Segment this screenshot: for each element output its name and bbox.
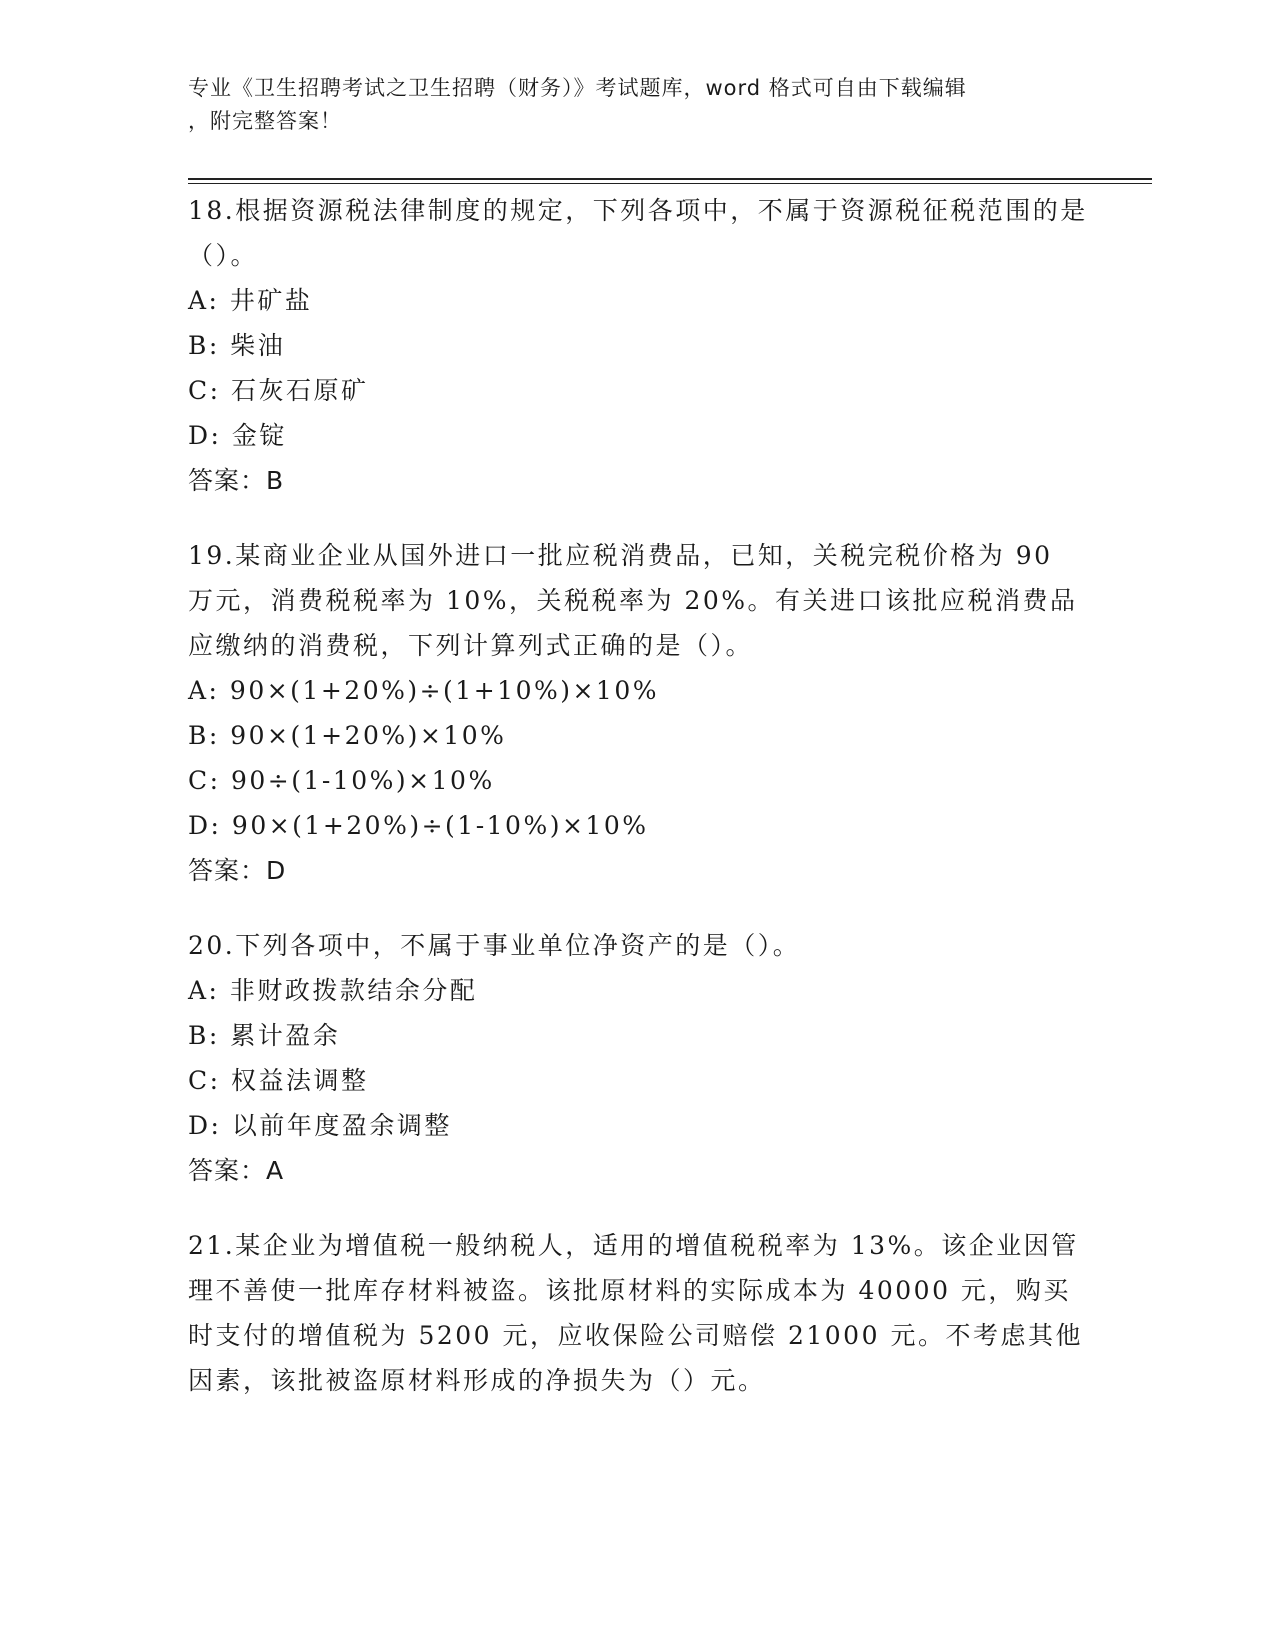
option-a: A: 非财政拨款结余分配 [188,976,478,1005]
option-b: B: 90×(1+20%)×10% [188,721,507,750]
header-line-1: 专业《卫生招聘考试之卫生招聘（财务）》考试题库，word 格式可自由下载编辑 [188,76,967,100]
option-a: A: 井矿盐 [188,286,313,315]
question-19 [188,533,1088,893]
question-20 [188,923,1088,1193]
header-line-2: ，附完整答案！ [188,109,342,133]
option-b: B: 柴油 [188,331,286,360]
option-d: D: 90×(1+20%)÷(1-10%)×10% [188,811,649,840]
answer: 答案：D [188,856,287,885]
option-c: C: 90÷(1-10%)×10% [188,766,495,795]
option-a: A: 90×(1+20%)÷(1+10%)×10% [188,676,659,705]
answer: 答案：A [188,1156,285,1185]
question-18 [188,188,1088,503]
option-d: D: 以前年度盈余调整 [188,1111,452,1140]
question-stem: 21.某企业为增值税一般纳税人，适用的增值税税率为 13%。该企业因管理不善使一批库存材料被盗。该批原材料的实际成本为 40000 元，购买时支付的增值税为 5200 元，应收保险公司赔偿 21000 元。不考虑其他因素，该批被盗原材料形成的净损失为（）元。 [188,1231,1083,1395]
question-21 [188,1223,1088,1403]
answer: 答案：B [188,466,285,495]
header-divider [188,178,1152,180]
option-c: C: 石灰石原矿 [188,376,369,405]
question-stem: 18.根据资源税法律制度的规定，下列各项中，不属于资源税征税范围的是（）。 [188,196,1088,270]
question-list [188,188,1088,1433]
question-stem: 20.下列各项中，不属于事业单位净资产的是（）。 [188,931,801,960]
option-c: C: 权益法调整 [188,1066,369,1095]
page-header [188,72,1088,138]
option-b: B: 累计盈余 [188,1021,341,1050]
option-d: D: 金锭 [188,421,287,450]
question-stem: 19.某商业企业从国外进口一批应税消费品，已知，关税完税价格为 90 万元，消费税税率为 10%，关税税率为 20%。有关进口该批应税消费品应缴纳的消费税，下列计算列式正确的是（）。 [188,541,1078,660]
